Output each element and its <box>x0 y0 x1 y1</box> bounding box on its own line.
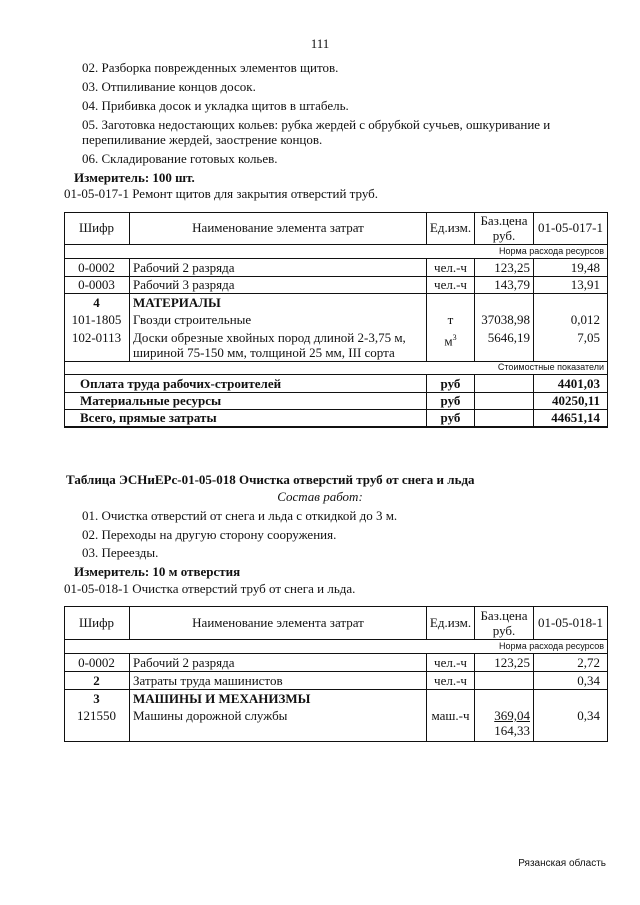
row-price: 143,79 <box>494 277 530 292</box>
cost-label: Стоимостные показатели <box>497 362 604 372</box>
row-price: 123,25 <box>494 655 530 670</box>
work-item: 05. Заготовка недостающих кольев: рубка жердей с обрубкой сучьев, ошкуривание и <box>82 117 551 132</box>
column-header-price: Баз.цена руб. <box>480 608 528 638</box>
row-unit: т <box>447 312 454 327</box>
work-item: 03. Отпиливание концов досок. <box>82 79 256 94</box>
table-title: Таблица ЭСНиЕРс-01-05-018 Очистка отверстий труб от снега и льда <box>66 472 475 487</box>
row-name: Рабочий 2 разряда <box>133 260 235 275</box>
row-price-secondary: 164,33 <box>494 723 530 738</box>
row-name: Машины дорожной службы <box>133 708 288 723</box>
total-value: 4401,03 <box>557 376 600 391</box>
column-header-name: Наименование элемента затрат <box>192 615 364 630</box>
row-code: 4 <box>93 295 100 310</box>
row-unit: чел.-ч <box>434 673 467 688</box>
row-value: 19,48 <box>570 260 600 275</box>
column-header-norm: 01-05-017-1 <box>538 220 603 235</box>
work-item: 02. Переходы на другую сторону сооружения. <box>82 527 337 542</box>
footer-region: Рязанская область <box>518 858 606 869</box>
work-item: 01. Очистка отверстий от снега и льда с откидкой до 3 м. <box>82 508 398 523</box>
row-name: МАТЕРИАЛЫ <box>133 295 221 310</box>
work-item-continued: перепиливание жердей, заострение концов. <box>82 132 323 147</box>
row-price: 5646,19 <box>487 330 530 345</box>
row-value: 13,91 <box>570 277 600 292</box>
column-header-name: Наименование элемента затрат <box>192 220 364 235</box>
page-number: 111 <box>310 36 330 51</box>
column-header-unit: Ед.изм. <box>429 615 472 630</box>
total-unit: руб <box>440 393 461 408</box>
total-name: Всего, прямые затраты <box>80 410 217 425</box>
row-name: Доски обрезные хвойных пород длиной 2-3,75 м, <box>133 330 406 345</box>
row-price: 123,25 <box>494 260 530 275</box>
work-item: 06. Складирование готовых кольев. <box>82 151 278 166</box>
row-code: 2 <box>93 673 100 688</box>
total-value: 44651,14 <box>551 410 600 425</box>
row-value: 0,34 <box>577 708 600 723</box>
measure-unit: Измеритель: 100 шт. <box>74 170 195 185</box>
row-price: 37038,98 <box>481 312 530 327</box>
total-name: Материальные ресурсы <box>80 393 222 408</box>
row-code: 101-1805 <box>71 312 122 327</box>
norm-label: Норма расхода ресурсов <box>499 246 604 256</box>
total-name: Оплата труда рабочих-строителей <box>80 376 282 391</box>
row-code: 121550 <box>77 708 116 723</box>
row-unit: чел.-ч <box>434 655 467 670</box>
row-unit: $м^3$ <box>444 333 457 349</box>
total-unit: руб <box>440 376 461 391</box>
work-item: 04. Прибивка досок и укладка щитов в штабель. <box>82 98 349 113</box>
subtitle: Состав работ: <box>277 489 363 504</box>
measure-unit: Измеритель: 10 м отверстия <box>74 564 241 579</box>
work-item: 02. Разборка поврежденных элементов щитов. <box>82 60 339 75</box>
column-header-code: Шифр <box>79 615 114 630</box>
row-code: 0-0002 <box>78 655 115 670</box>
row-name: Затраты труда машинистов <box>133 673 283 688</box>
row-code: 0-0002 <box>78 260 115 275</box>
row-unit: чел.-ч <box>434 277 467 292</box>
total-unit: руб <box>440 410 461 425</box>
row-unit: чел.-ч <box>434 260 467 275</box>
row-name-continued: шириной 75-150 мм, толщиной 25 мм, III сорта <box>133 345 395 360</box>
row-name: Рабочий 2 разряда <box>133 655 235 670</box>
column-header-price: Баз.цена руб. <box>480 213 528 243</box>
row-name: Рабочий 3 разряда <box>133 277 235 292</box>
norm-label: Норма расхода ресурсов <box>499 641 604 651</box>
row-value: 7,05 <box>577 330 600 345</box>
row-name: МАШИНЫ И МЕХАНИЗМЫ <box>133 691 311 706</box>
work-item: 03. Переезды. <box>82 545 159 560</box>
total-value: 40250,11 <box>551 393 600 408</box>
row-price: 369,04 <box>494 708 530 723</box>
row-name: Гвозди строительные <box>133 312 252 327</box>
column-header-norm: 01-05-018-1 <box>538 615 603 630</box>
row-code: 102-0113 <box>71 330 122 345</box>
row-code: 3 <box>93 691 100 706</box>
row-value: 0,012 <box>570 312 600 327</box>
column-header-code: Шифр <box>79 220 114 235</box>
row-value: 2,72 <box>577 655 600 670</box>
row-code: 0-0003 <box>78 277 115 292</box>
item-title: 01-05-018-1 Очистка отверстий труб от снега и льда. <box>64 581 356 596</box>
row-unit: маш.-ч <box>431 708 470 723</box>
column-header-unit: Ед.изм. <box>429 220 472 235</box>
row-value: 0,34 <box>577 673 600 688</box>
item-title: 01-05-017-1 Ремонт щитов для закрытия отверстий труб. <box>64 186 379 201</box>
